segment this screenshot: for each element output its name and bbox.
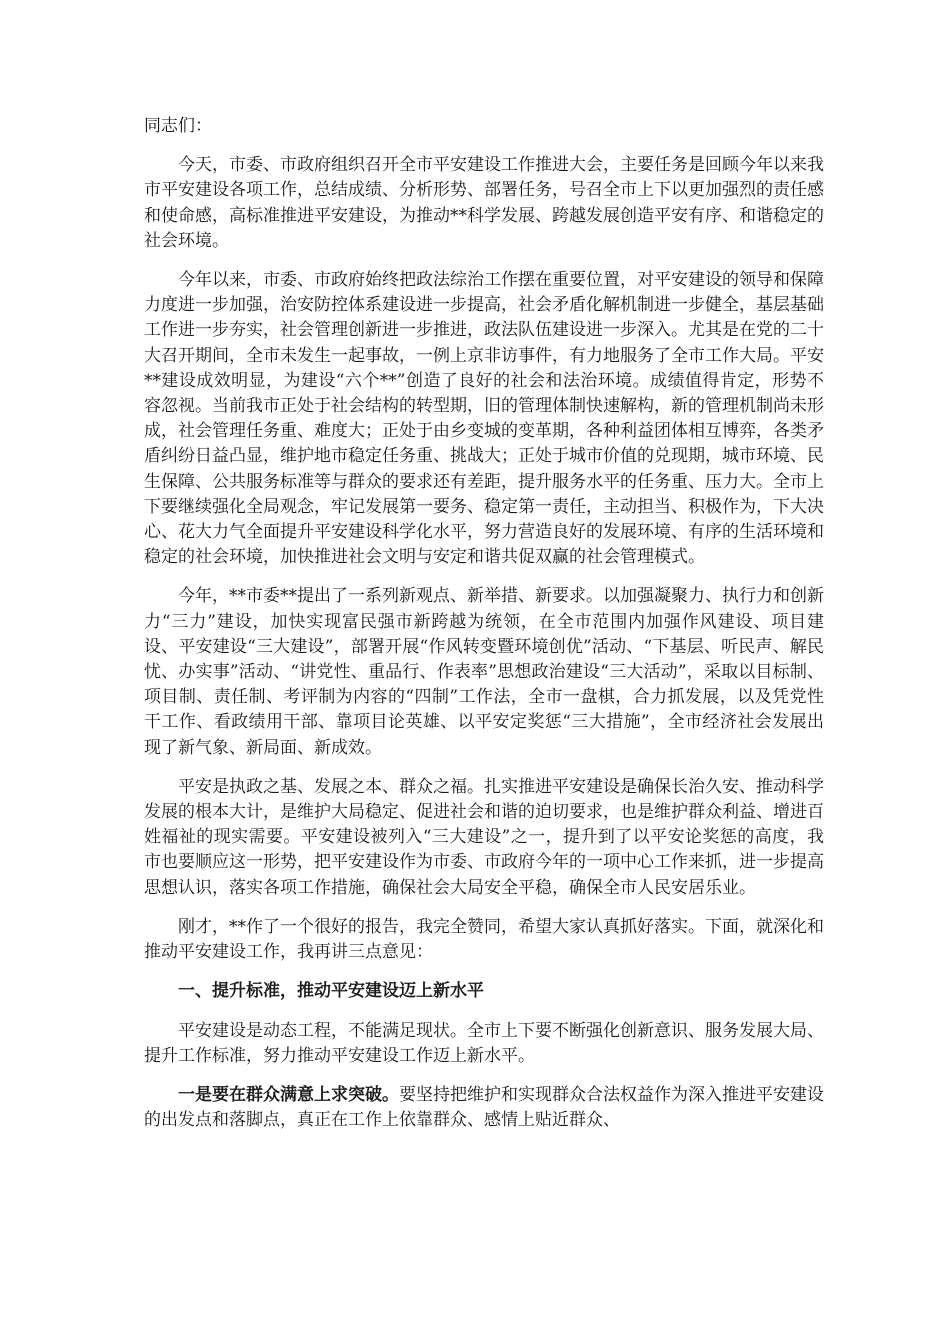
point-one-paragraph <box>144 1083 824 1133</box>
section-heading: 一、提升标准，推动平安建设迈上新水平 <box>178 981 484 1002</box>
salutation: 同志们： <box>144 116 212 136</box>
paragraph-achievements: 今年以来，市委、市政府始终把政法综治工作摆在重要位置，对平安建设的领导和保障力度进一步加强，治安防控体系建设进一步提高，社会矛盾化解机制进一步健全，基层基础工作进一步夯实，社会管理创新进一步推进，政法队伍建设进一步深入。尤其是在党的二十大召开期间，全市未发生一起事故，一例上京非访事件，有力地服务了全市工作大局。平安**建设成效明显，为建设“六个**”创造了良好的社会和法治环境。成绩值得肯定，形势不容忽视。当前我市正处于社会结构的转型期，旧的管理体制快速解构，新的管理机制尚未形成，社会管理任务重、难度大；正处于由乡变城的变革期，各种利益团体相互博弈，各类矛盾纠纷日益凸显，维护地市稳定任务重、挑战大；正处于城市价值的兑现期，城市环境、民生保障、公共服务标准等与群众的要求还有差距，提升服务水平的任务重、压力大。全市上下要继续强化全局观念，牢记发展第一要务、稳定第一责任，主动担当、积极作为，下大决心、花大力气全面提升平安建设科学化水平，努力营造良好的发展环境、有序的生活环境和稳定的社会环境，加快推进社会文明与安定和谐共促双赢的社会管理模式。 <box>144 270 824 568</box>
paragraph-transition: 刚才，**作了一个很好的报告，我完全赞同，希望大家认真抓好落实。下面，就深化和推动平安建设工作，我再讲三点意见： <box>144 916 824 963</box>
paragraph-importance: 平安是执政之基、发展之本、群众之福。扎实推进平安建设是确保长治久安、推动科学发展的根本大计，是维护大局稳定、促进社会和谐的迫切要求，也是维护群众利益、增进百姓福祉的现实需要。平安建设被列入“三大建设”之一，提升到了以平安论奖惩的高度，我市也要顺应这一形势，把平安建设作为市委、市政府今年的一项中心工作来抓，进一步提高思想认识，落实各项工作措施，确保社会大局安全平稳，确保全市人民安居乐业。 <box>144 776 824 898</box>
point-one-text: 要坚持把维护和实现群众合法权益作为深入推进平安建设的出发点和落脚点，真正在工作上依靠群众、感情上贴近群众、 <box>144 1084 824 1131</box>
section-paragraph: 平安建设是动态工程，不能满足现状。全市上下要不断强化创新意识、服务发展大局、提升工作标准，努力推动平安建设工作迈上新水平。 <box>144 1020 824 1066</box>
paragraph-opening: 今天，市委、市政府组织召开全市平安建设工作推进大会，主要任务是回顾今年以来我市平安建设各项工作，总结成绩、分析形势、部署任务，号召全市上下以更加强烈的责任感和使命感，高标准推进平安建设，为推动**科学发展、跨越发展创造平安有序、和谐稳定的社会环境。 <box>144 155 824 251</box>
paragraph-new-measures: 今年，**市委**提出了一系列新观点、新举措、新要求。以加强凝聚力、执行力和创新力“三力”建设，加快实现富民强市新跨越为统领，在全市范围内加强作风建设、项目建设、平安建设“三大建设”，部署开展“作风转变暨环境创优”活动、“下基层、听民声、解民忧、办实事”活动、“讲党性、重品行、作表率”思想政治建设“三大活动”，采取以目标制、项目制、责任制、考评制为内容的“四制”工作法，全市一盘棋，合力抓发展，以及凭党性干工作、看政绩用干部、靠项目论英雄、以平安定奖惩“三大措施”，全市经济社会发展出现了新气象、新局面、新成效。 <box>144 586 824 758</box>
document-page <box>144 114 824 1147</box>
point-one-lead: 一是要在群众满意上求突破。 <box>178 1084 399 1105</box>
